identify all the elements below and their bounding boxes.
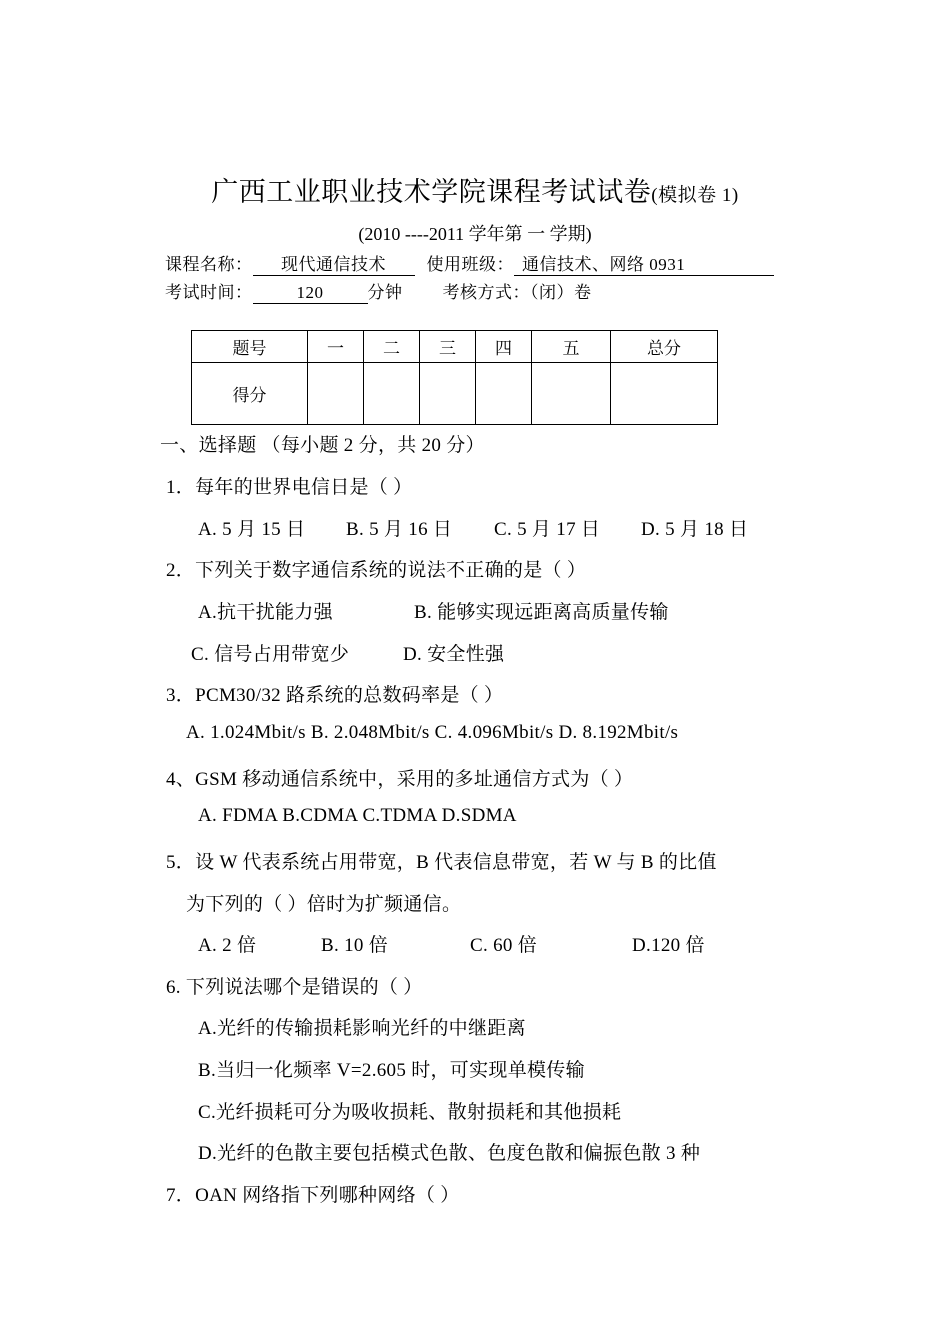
q6-option-b: B.当归一化频率 V=2.605 时，可实现单模传输: [198, 1060, 585, 1081]
title-suffix: (模拟卷 1): [651, 185, 739, 206]
section-heading: 一、选择题 （每小题 2 分，共 20 分）: [160, 435, 485, 456]
q2-option-b: B. 能够实现远距离高质量传输: [414, 602, 669, 623]
question-6-stem: 6. 下列说法哪个是错误的（ ）: [166, 977, 423, 998]
course-label: 课程名称：: [165, 255, 253, 274]
score-row: [192, 363, 718, 425]
class-label: 使用班级：: [426, 255, 514, 274]
question-3-stem: 3．PCM30/32 路系统的总数码率是（ ）: [166, 685, 504, 706]
class-name: 通信技术、网络 0931: [514, 254, 774, 276]
mode-label: 考核方式：: [442, 283, 530, 302]
q6-option-a: A.光纤的传输损耗影响光纤的中继距离: [198, 1018, 526, 1039]
title-main: 广西工业职业技术学院课程考试试卷: [211, 177, 652, 207]
score-header-cell: 三: [420, 331, 476, 363]
time-row: [165, 278, 592, 304]
term-line: (2010 ----2011 学年第 一 学期): [358, 224, 592, 244]
q1-option-a: A. 5 月 15 日: [198, 519, 306, 540]
score-table: [191, 330, 718, 425]
q6-option-d: D.光纤的色散主要包括模式色散、色度色散和偏振色散 3 种: [198, 1143, 701, 1164]
question-1-stem: 1．每年的世界电信日是（ ）: [166, 477, 413, 498]
score-cell[interactable]: [420, 363, 476, 425]
course-name: 现代通信技术: [253, 254, 415, 276]
course-row: [165, 250, 774, 276]
score-header-cell: 二: [364, 331, 420, 363]
score-header-cell: 四: [476, 331, 532, 363]
question-5-stem-continued: 为下列的（ ）倍时为扩频通信。: [186, 894, 462, 915]
q2-option-a: A.抗干扰能力强: [198, 602, 333, 623]
score-header-cell: 一: [308, 331, 364, 363]
time-unit: 分钟: [367, 283, 403, 302]
question-4-stem: 4、GSM 移动通信系统中，采用的多址通信方式为（ ）: [166, 769, 634, 790]
question-2-stem: 2．下列关于数字通信系统的说法不正确的是（ ）: [166, 560, 587, 581]
q5-option-d: D.120 倍: [632, 935, 705, 956]
score-cell[interactable]: [308, 363, 364, 425]
q1-option-b: B. 5 月 16 日: [346, 519, 453, 540]
score-row-label: 得分: [192, 363, 308, 425]
question-5-stem: 5．设 W 代表系统占用带宽，B 代表信息带宽，若 W 与 B 的比值: [166, 852, 717, 873]
exam-title: [0, 170, 950, 209]
score-cell[interactable]: [476, 363, 532, 425]
mode-value: （闭）卷: [530, 283, 592, 302]
score-cell[interactable]: [532, 363, 611, 425]
q3-options: A. 1.024Mbit/s B. 2.048Mbit/s C. 4.096Mbit/s D. 8.192Mbit/s: [186, 722, 679, 743]
q1-option-d: D. 5 月 18 日: [641, 519, 749, 540]
q2-option-d: D. 安全性强: [403, 644, 505, 665]
score-header-cell: 题号: [192, 331, 308, 363]
question-7-stem: 7．OAN 网络指下列哪种网络（ ）: [166, 1185, 460, 1206]
q5-option-a: A. 2 倍: [198, 935, 257, 956]
q2-option-c: C. 信号占用带宽少: [191, 644, 350, 665]
time-value: 120: [253, 282, 368, 304]
q4-options: A. FDMA B.CDMA C.TDMA D.SDMA: [198, 805, 517, 826]
time-label: 考试时间：: [165, 283, 253, 302]
q1-option-c: C. 5 月 17 日: [494, 519, 601, 540]
q6-option-c: C.光纤损耗可分为吸收损耗、散射损耗和其他损耗: [198, 1102, 622, 1123]
score-header-cell: 五: [532, 331, 611, 363]
q5-option-b: B. 10 倍: [321, 935, 389, 956]
score-cell[interactable]: [611, 363, 718, 425]
q5-option-c: C. 60 倍: [470, 935, 538, 956]
score-header-cell: 总分: [611, 331, 718, 363]
score-cell[interactable]: [364, 363, 420, 425]
score-header-row: [192, 331, 718, 363]
